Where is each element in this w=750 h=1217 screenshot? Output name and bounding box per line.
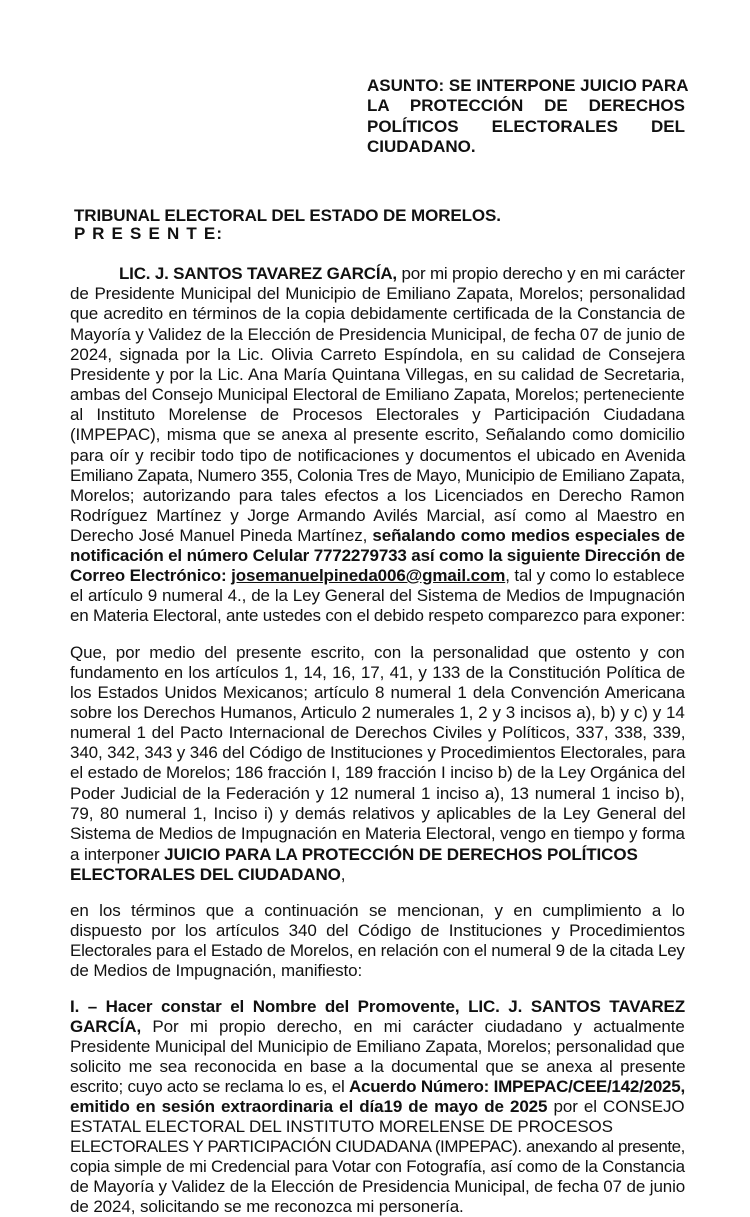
paragraph-line: numeral 1 del Pacto Internacional de Derechos Civiles y Políticos, 337, 338, 339, [70,723,686,742]
text-run: por el CONSEJO [547,1097,685,1116]
paragraph-line: de Medios de Impugnación, manifiesto: [70,961,363,980]
paragraph-line: al Instituto Morelense de Procesos Electorales y Participación Ciudadana [70,405,685,424]
paragraph-line: de Presidente Municipal del Municipio de Emiliano Zapata, Morelos; personalidad [70,284,686,303]
text-run: a interponer [70,845,165,864]
paragraph-line: Morelos; autorizando para tales efectos a los Licenciados en Derecho Ramon [70,486,685,505]
text-run-bold: Acuerdo Número: IMPEPAC/CEE/142/2025, [348,1077,685,1096]
paragraph-line: Emiliano Zapata, Numero 355, Colonia Tres de Mayo, Municipio de Emiliano Zapata, [70,466,685,485]
text-run: escrito; cuyo acto se reclama lo es, el [70,1077,349,1096]
paragraph-line [119,264,685,284]
addressee-tribunal: TRIBUNAL ELECTORAL DEL ESTADO DE MORELOS. [74,206,501,225]
paragraph-line: el artículo 9 numeral 4., de la Ley General del Sistema de Medios de Impugnación [70,586,685,605]
paragraph-line: Electorales para el Estado de Morelos, en relación con el numeral 9 de la citada Ley [70,941,685,960]
paragraph-line: (IMPEPAC), misma que se anexa al presente escrito, Señalando como domicilio [70,425,685,444]
paragraph-line [70,845,638,865]
paragraph-line: dispuesto por los artículos 340 del Código de Instituciones y Procedimientos [70,921,685,940]
promovente-name: LIC. J. SANTOS TAVAREZ GARCÍA, [119,264,397,283]
paragraph-line: el estado de Morelos; 186 fracción I, 189 fracción I inciso b) de la Ley Orgánica del [70,763,686,782]
paragraph-line: copia simple de mi Credencial para Votar con Fotografía, así como de la Constancia [70,1157,685,1176]
paragraph-line: Que, por medio del presente escrito, con la personalidad que ostento y con [70,643,685,662]
paragraph-line: I. – Hacer constar el Nombre del Promovente, LIC. J. SANTOS TAVAREZ [70,997,686,1016]
paragraph-line: ambas del Consejo Municipal Electoral de Emiliano Zapata, Morelos; perteneciente [70,385,685,404]
paragraph-line [70,1017,685,1037]
paragraph-line: Rodríguez Martínez y Jorge Armando Avilés Marcial, así como al Maestro en [70,506,685,525]
addressee-presente: P R E S E N T E: [74,224,224,243]
text-run-bold: GARCÍA, [70,1017,142,1036]
text-run: por mi propio derecho y en mi carácter [396,264,685,283]
paragraph-line: Sistema de Medios de Impugnación en Materia Electoral, vengo en tiempo y forma [70,824,685,843]
paragraph-line [70,526,685,546]
text-run-bold: Correo Electrónico: [70,566,232,585]
paragraph-line [70,1097,685,1117]
paragraph-line: ESTATAL ELECTORAL DEL INSTITUTO MORELENSE DE PROCESOS [70,1117,613,1136]
subject-line: CIUDADANO. [367,136,476,156]
paragraph-line: de Mayoría y Validez de la Elección de Presidencia Municipal, de fecha 07 de junio [70,1177,686,1196]
paragraph-line: notificación el número Celular 7772279733 así como la siguiente Dirección de [70,546,685,565]
email-link[interactable]: josemanuelpineda006@gmail.com [231,566,506,585]
paragraph-line: 2024, signada por la Lic. Olivia Carreto Espíndola, en su calidad de Consejera [70,345,685,364]
paragraph-line [70,865,345,885]
paragraph-line: en los términos que a continuación se mencionan, y en cumplimiento a lo [70,901,685,920]
text-run: , tal y como lo establece [505,566,685,585]
text-run-bold: JUICIO PARA LA PROTECCIÓN DE DERECHOS POLÍTICOS [164,845,638,864]
paragraph-line [70,1077,685,1097]
paragraph-line: 340, 342, 343 y 346 del Código de Instituciones y Procedimientos Electorales, para [70,743,686,762]
paragraph-line: que acredito en términos de la copia debidamente certificada de la Constancia de [70,304,686,323]
subject-line: POLÍTICOS ELECTORALES DEL [367,116,685,136]
paragraph-line: Presidente y por la Lic. Ana María Quintana Villegas, en su calidad de Secretaria, [70,365,685,384]
text-run: , [340,865,346,884]
text-run: Derecho José Manuel Pineda Martínez, [70,526,373,545]
paragraph-line: los Estados Unidos Mexicanos; artículo 8 numeral 1 dela Convención Americana [70,683,686,702]
paragraph-line: fundamento en los artículos 1, 14, 16, 17, 41, y 133 de la Constitución Política de [70,663,686,682]
subject-line: ASUNTO: SE INTERPONE JUICIO PARA [367,76,689,95]
subject-block [367,76,689,157]
paragraph-line: ELECTORALES Y PARTICIPACIÓN CIUDADANA (IMPEPAC). anexando al presente, [70,1137,685,1156]
paragraph-line: sobre los Derechos Humanos, Articulo 2 numerales 1, 2 y 3 incisos a), b) y c) y 14 [70,703,685,722]
paragraph-line: 79, 80 numeral 1, Inciso i) y demás relativos y aplicables de la Ley General del [70,804,686,823]
subject-line: LA PROTECCIÓN DE DERECHOS [367,96,685,116]
paragraph-line: para oír y recibir todo tipo de notificaciones y documentos el ubicado en Avenida [70,446,686,465]
paragraph-line: Mayoría y Validez de la Elección de Presidencia Municipal, de fecha 07 de junio de [70,325,686,344]
text-run: Por mi propio derecho, en mi carácter ciudadano y actualmente [141,1017,685,1036]
paragraph-line: solicito me sea reconocida en base a la documental que se anexa al presente [70,1057,686,1076]
text-run-bold: ELECTORALES DEL CIUDADANO [70,865,341,884]
paragraph-line: Poder Judicial de la Federación y 12 numeral 1 inciso a), 13 numeral 1 inciso b), [70,784,685,803]
text-run-bold: emitido en sesión extraordinaria el día19 de mayo de 2025 [70,1097,548,1116]
paragraph-line: de 2024, solicitando se me reconozca mi personería. [70,1197,464,1216]
paragraph-line: en Materia Electoral, ante ustedes con el debido respeto comparezco para exponer: [70,606,686,625]
text-run-bold: señalando como medios especiales de [372,526,685,545]
paragraph-line: Presidente Municipal del Municipio de Emiliano Zapata, Morelos; personalidad que [70,1037,685,1056]
paragraph-line [70,566,685,586]
